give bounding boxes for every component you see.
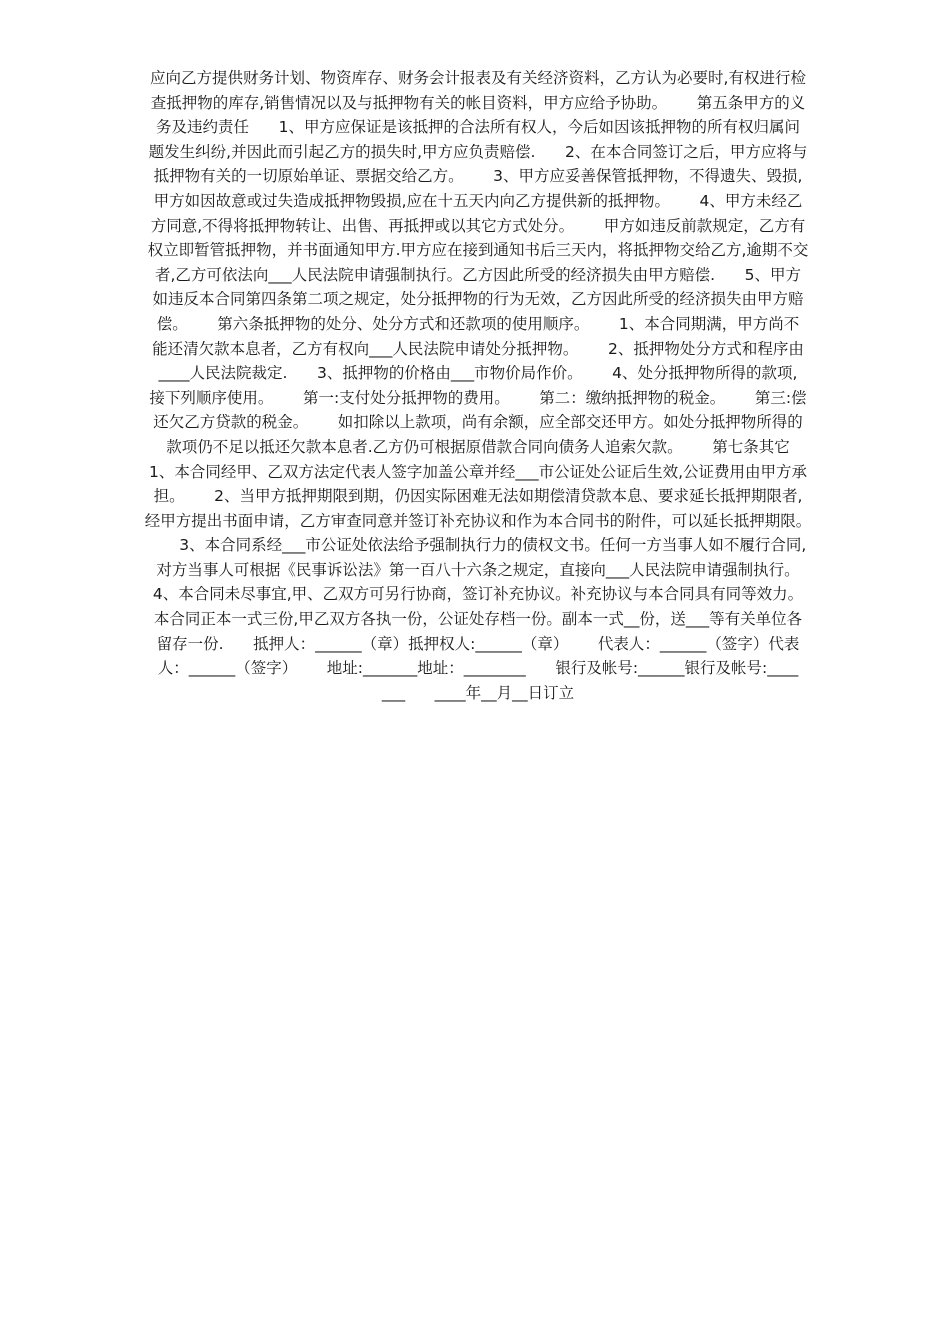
text-line: ____人民法院裁定. 3、抵押物的价格由___市物价局作价。 4、处分抵押物所得的款项, — [158, 364, 798, 383]
text-line: 题发生纠纷,并因此而引起乙方的损失时,甲方应负责赔偿. 2、在本合同签订之后，甲方应将与 — [148, 142, 808, 161]
text-line: 接下列顺序使用。 第一:支付处分抵押物的费用。 第二：缴纳抵押物的税金。 第三:偿 — [149, 388, 807, 407]
text-line: 还欠乙方贷款的税金。 如扣除以上款项，尚有余额，应全部交还甲方。如处分抵押物所得的 — [153, 413, 803, 432]
text-line: 本合同正本一式三份,甲乙双方各执一份，公证处存档一份。副本一式__份，送___等有关单位各 — [153, 610, 803, 629]
text-line: ___ ____年__月__日订立 — [381, 683, 575, 702]
text-line: 3、本合同系经___市公证处依法给予强制执行力的债权文书。任何一方当事人如不履行合同, — [149, 536, 807, 555]
text-line: 甲方如因故意或过失造成抵押物毁损,应在十五天内向乙方提供新的抵押物。 4、甲方未经乙 — [153, 191, 803, 210]
text-line: 如违反本合同第四条第二项之规定，处分抵押物的行为无效，乙方因此所受的经济损失由甲方赔 — [152, 290, 804, 309]
text-line: 经甲方提出书面申请，乙方审查同意并签订补充协议和作为本合同书的附件，可以延长抵押期限。 — [144, 511, 812, 530]
text-line: 查抵押物的库存,销售情况以及与抵押物有关的帐目资料，甲方应给予协助。 第五条甲方的义 — [150, 93, 806, 112]
text-line: 人：______（签字） 地址:_______地址：________ 银行及帐号:______银行及帐号:____ — [157, 659, 799, 678]
text-line: 务及违约责任 1、甲方应保证是该抵押的合法所有权人，今后如因该抵押物的所有权归属问 — [156, 118, 800, 137]
text-line: 4、本合同未尽事宜,甲、乙双方可另行协商，签订补充协议。补充协议与本合同具有同等效力。 — [152, 585, 804, 604]
contract-document — [68, 66, 888, 705]
text-line: 应向乙方提供财务计划、物资库存、财务会计报表及有关经济资料，乙方认为必要时,有权进行检 — [150, 69, 806, 87]
text-line: 1、本合同经甲、乙双方法定代表人签字加盖公章并经___市公证处公证后生效,公证费用由甲方承 — [148, 462, 808, 481]
text-line: 抵押物有关的一切原始单证、票据交给乙方。 3、甲方应妥善保管抵押物，不得遗失、毁损, — [153, 167, 803, 186]
text-line: 担。 2、当甲方抵押期限到期，仍因实际困难无法如期偿清贷款本息、要求延长抵押期限者, — [153, 487, 803, 506]
text-line: 者,乙方可依法向___人民法院申请强制执行。乙方因此所受的经济损失由甲方赔偿. 5、甲方 — [154, 265, 802, 284]
text-line: 权立即暂管抵押物，并书面通知甲方.甲方应在接到通知书后三天内，将抵押物交给乙方,逾期不交 — [147, 241, 809, 260]
text-line: 款项仍不足以抵还欠款本息者.乙方仍可根据原借款合同向债务人追索欠款。 第七条其它 — [166, 437, 790, 456]
text-line: 偿。 第六条抵押物的处分、处分方式和还款项的使用顺序。 1、本合同期满，甲方尚不 — [156, 314, 800, 333]
text-line: 能还清欠款本息者，乙方有权向___人民法院申请处分抵押物。 2、抵押物处分方式和程序由 — [152, 339, 804, 358]
text-line: 方同意,不得将抵押物转让、出售、再抵押或以其它方式处分。 甲方如违反前款规定，乙方有 — [150, 216, 806, 235]
text-line: 对方当事人可根据《民事诉讼法》第一百八十六条之规定，直接向___人民法院申请强制执行。 — [156, 560, 800, 579]
text-line: 留存一份. 抵押人：______（章）抵押权人:______（章） 代表人：______（签字）代表 — [156, 634, 800, 653]
